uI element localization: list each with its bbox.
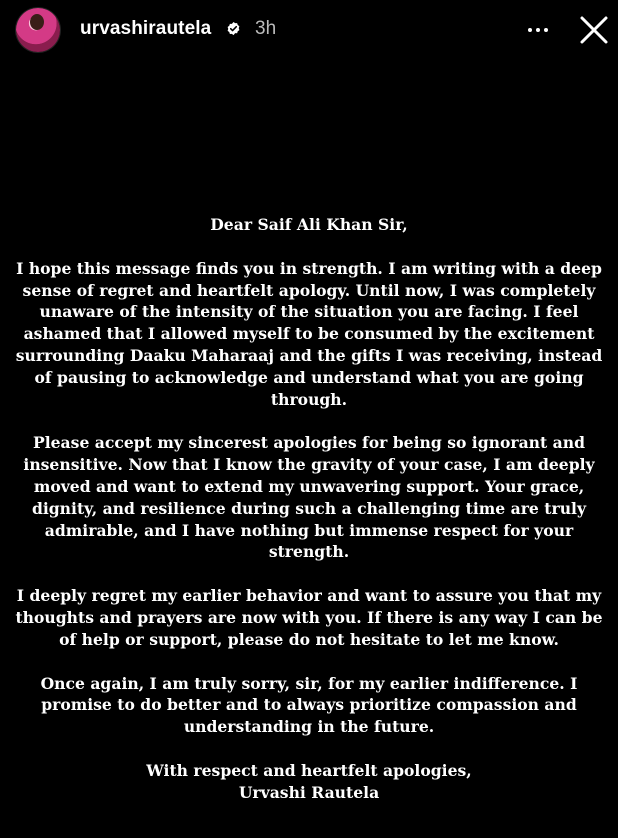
close-icon[interactable]	[576, 12, 612, 48]
username[interactable]: urvashirautela	[80, 18, 212, 39]
letter-paragraph-4: Once again, I am truly sorry, sir, for my earlier indifference. I promise to do better and to always prioritize compassion and understanding in the future.	[40, 673, 578, 737]
letter-closing: With respect and heartfelt apologies,	[146, 760, 472, 780]
letter-paragraph-3: I deeply regret my earlier behavior and want to assure you that my thoughts and prayers are now with you. If there is any way I can be of help or support, please do not hesitate to let me know.	[15, 586, 603, 649]
letter-signoff	[14, 760, 604, 804]
story-letter	[14, 214, 604, 804]
letter-paragraph-1: I hope this message finds you in strength. I am writing with a deep sense of regret and heartfelt apology. Until now, I was completely unaware of the intensity of the situation you are facing. I feel ashamed that I allowed myself to be consumed by the excitement surrounding Daaku Maharaaj and the gifts I was receiving, instead of pausing to acknowledge and understand what you are going through.	[15, 258, 603, 409]
post-time: 3h	[255, 18, 277, 39]
avatar[interactable]	[16, 8, 60, 52]
letter-greeting: Dear Saif Ali Khan Sir,	[210, 215, 408, 234]
story-header	[0, 0, 618, 64]
more-dots-icon[interactable]	[522, 16, 554, 44]
letter-signature: Urvashi Rautela	[238, 782, 380, 802]
letter-paragraph-2: Please accept my sincerest apologies for being so ignorant and insensitive. Now that I know the gravity of your case, I am deeply moved and want to extend my unwavering support. Your grace, dignity, and resilience during such a challenging time are truly admirable, and I have nothing but immense respect for your strength.	[23, 433, 595, 562]
verified-badge-icon	[226, 21, 241, 36]
